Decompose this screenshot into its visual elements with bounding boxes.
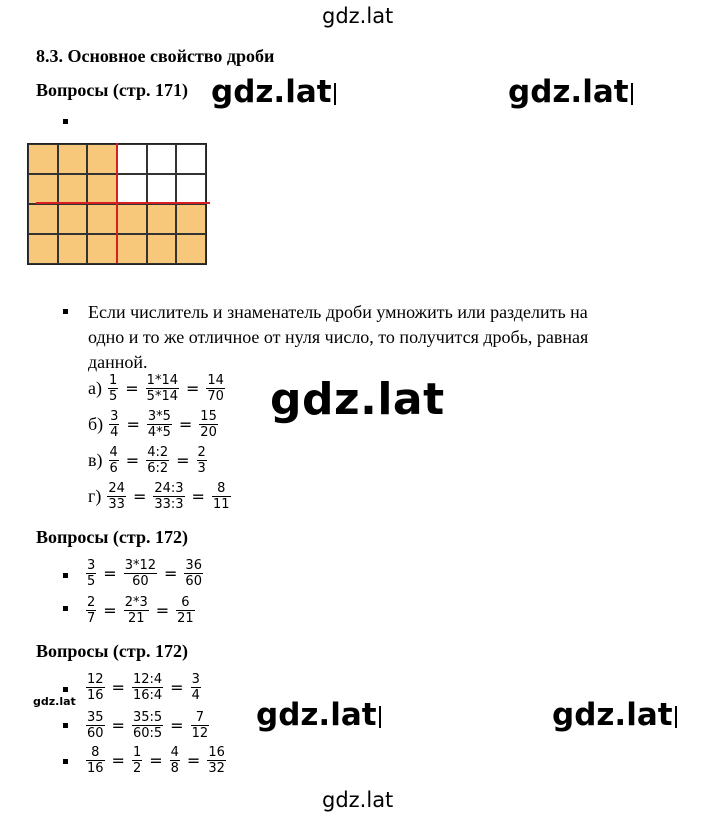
- bullet-icon: [63, 687, 68, 692]
- page-title: 8.3. Основное свойство дроби: [36, 46, 275, 66]
- bullet-icon: [63, 759, 68, 764]
- grid-cell: [58, 204, 88, 234]
- watermark-header-left: gdz.lat: [211, 74, 336, 110]
- grid-divider-horizontal: [36, 202, 210, 204]
- grid-cell: [87, 234, 117, 264]
- example-g: г) $\frac{24}{33}$ = $\frac{24:3}{33:3}$ = $\frac{8}{11}$: [88, 481, 230, 512]
- section3-item-2: $\frac{35}{60}$ = $\frac{35:5}{60:5}$ = $\frac{7}{12}$: [87, 710, 209, 741]
- rule-line-3: данной.: [88, 352, 148, 372]
- grid-cell: [28, 204, 58, 234]
- section2-heading: Вопросы (стр. 172): [36, 527, 188, 547]
- section3-item-1: $\frac{12}{16}$ = $\frac{12:4}{16:4}$ = $\frac{3}{4}$: [87, 672, 200, 703]
- example-a: а) $\frac{1}{5}$ = $\frac{1*14}{5*14}$ = $\frac{14}{70}$: [88, 373, 224, 404]
- section2-item-2: $\frac{2}{7}$ = $\frac{2*3}{21}$ = $\frac{6}{21}$: [87, 595, 194, 626]
- grid-cell: [117, 204, 147, 234]
- grid-cell: [28, 174, 58, 204]
- grid-cell: [176, 234, 206, 264]
- watermark-bottom-tiny: gdz.lat: [33, 695, 76, 708]
- grid-cell: [58, 174, 88, 204]
- bullet-icon: [63, 606, 68, 611]
- section2-item-1: $\frac{3}{5}$ = $\frac{3*12}{60}$ = $\frac{36}{60}$: [87, 558, 202, 589]
- watermark-header-right: gdz.lat: [508, 74, 633, 110]
- rule-line-1: Если числитель и знаменатель дроби умножить или разделить на: [88, 302, 588, 322]
- bullet-icon: [63, 119, 68, 124]
- watermark-middle: gdz.lat: [270, 374, 445, 425]
- bullet-icon: [63, 309, 68, 314]
- rule-line-2: одно и то же отличное от нуля число, то получится дробь, равная: [88, 327, 589, 347]
- grid-cell: [28, 234, 58, 264]
- grid-cell: [147, 234, 177, 264]
- grid-cell: [117, 234, 147, 264]
- example-b: б) $\frac{3}{4}$ = $\frac{3*5}{4*5}$ = $\frac{15}{20}$: [88, 409, 217, 440]
- watermark-footer: gdz.lat: [322, 788, 394, 812]
- watermark-bottom-left: gdz.lat: [256, 697, 381, 733]
- grid-cell: [58, 144, 88, 174]
- section1-heading: Вопросы (стр. 171): [36, 80, 188, 100]
- grid-cell: [117, 174, 147, 204]
- grid-cell: [176, 174, 206, 204]
- bullet-icon: [63, 723, 68, 728]
- grid-cell: [58, 234, 88, 264]
- example-v: в) $\frac{4}{6}$ = $\frac{4:2}{6:2}$ = $\frac{2}{3}$: [88, 445, 206, 476]
- grid-cell: [87, 204, 117, 234]
- watermark-bottom-right: gdz.lat: [552, 697, 677, 733]
- section3-item-3: $\frac{8}{16}$ = $\frac{1}{2}$ = $\frac{4}{8}$ = $\frac{16}{32}$: [87, 745, 225, 776]
- grid-cell: [176, 204, 206, 234]
- grid-cell: [147, 144, 177, 174]
- grid-cell: [87, 174, 117, 204]
- grid-cell: [147, 204, 177, 234]
- bullet-icon: [63, 573, 68, 578]
- grid-cell: [87, 144, 117, 174]
- section3-heading: Вопросы (стр. 172): [36, 641, 188, 661]
- grid-cell: [28, 144, 58, 174]
- watermark-top: gdz.lat: [322, 4, 394, 28]
- grid-cell: [147, 174, 177, 204]
- grid-cell: [117, 144, 147, 174]
- grid-cell: [176, 144, 206, 174]
